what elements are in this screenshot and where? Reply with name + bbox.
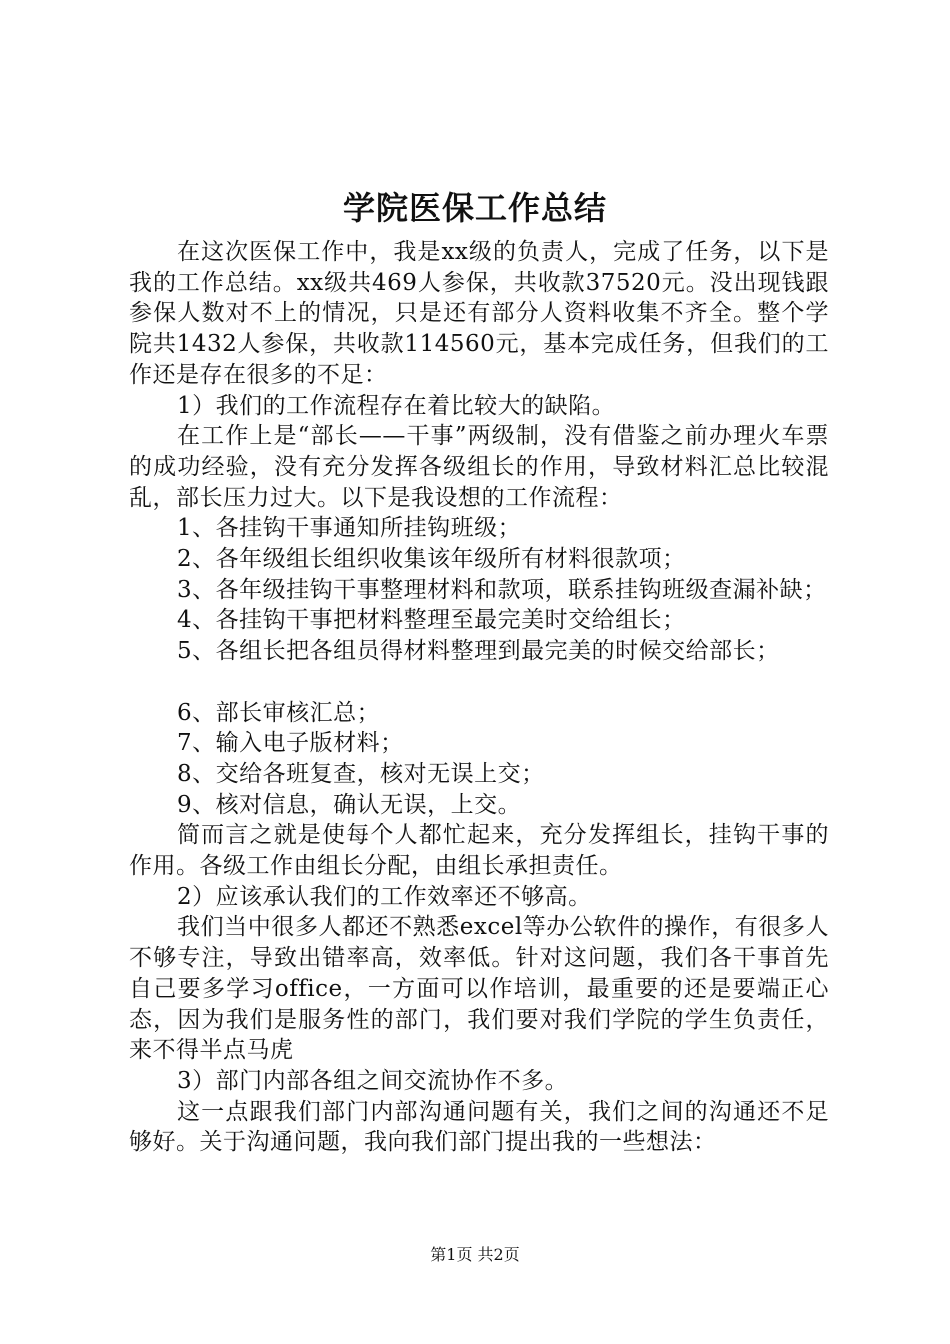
- document-title: 学院医保工作总结: [342, 189, 607, 227]
- blank-line: [129, 667, 829, 698]
- page-footer: 第1页 共2页: [430, 1245, 520, 1264]
- workflow-step-6: 6、部长审核汇总；: [177, 699, 381, 726]
- intro-paragraph: 在这次医保工作中，我是xx级的负责人，完成了任务，以下是我的工作总结。xx级共469人参保，共收款37520元。没出现钱跟参保人数对不上的情况，只是还有部分人资料收集不齐全。整个学院共1432人参保，共收款114560元，基本完成任务，但我们的工作还是存在很多的不足：: [129, 239, 829, 388]
- issue-heading-2: 2）应该承认我们的工作效率还不够高。: [177, 883, 592, 910]
- workflow-step-9: 9、核对信息，确认无误，上交。: [177, 791, 522, 818]
- issue-heading-1: 1）我们的工作流程存在着比较大的缺陷。: [177, 392, 616, 419]
- efficiency-paragraph: 我们当中很多人都还不熟悉excel等办公软件的操作，有很多人不够专注，导致出错率高，效率低。针对这问题，我们各干事首先自己要多学习office，一方面可以作培训，最重要的还是要端正心态，因为我们是服务性的部门，我们要对我们学院的学生负责任，来不得半点马虎: [129, 914, 829, 1064]
- workflow-step-2: 2、各年级组长组织收集该年级所有材料很款项；: [177, 546, 686, 573]
- issue-heading-3: 3）部门内部各组之间交流协作不多。: [177, 1067, 569, 1094]
- document-body: [129, 237, 829, 1158]
- workflow-step-8: 8、交给各班复查，核对无误上交；: [177, 760, 545, 787]
- workflow-step-5: 5、各组长把各组员得材料整理到最完美的时候交给部长；: [177, 638, 780, 665]
- workflow-step-1: 1、各挂钩干事通知所挂钩班级；: [177, 515, 522, 542]
- workflow-step-7: 7、输入电子版材料；: [177, 730, 404, 757]
- workflow-step-4: 4、各挂钩干事把材料整理至最完美时交给组长；: [177, 607, 686, 634]
- workflow-paragraph: 在工作上是“部长——干事”两级制，没有借鉴之前办理火车票的成功经验，没有充分发挥各级组长的作用，导致材料汇总比较混乱，部长压力过大。以下是我设想的工作流程：: [129, 423, 829, 511]
- communication-paragraph: 这一点跟我们部门内部沟通问题有关，我们之间的沟通还不足够好。关于沟通问题，我向我们部门提出我的一些想法：: [129, 1098, 829, 1156]
- workflow-step-3: 3、各年级挂钩干事整理材料和款项，联系挂钩班级查漏补缺；: [177, 576, 827, 603]
- summary-paragraph: 简而言之就是使每个人都忙起来，充分发挥组长，挂钩干事的作用。各级工作由组长分配，由组长承担责任。: [129, 822, 829, 880]
